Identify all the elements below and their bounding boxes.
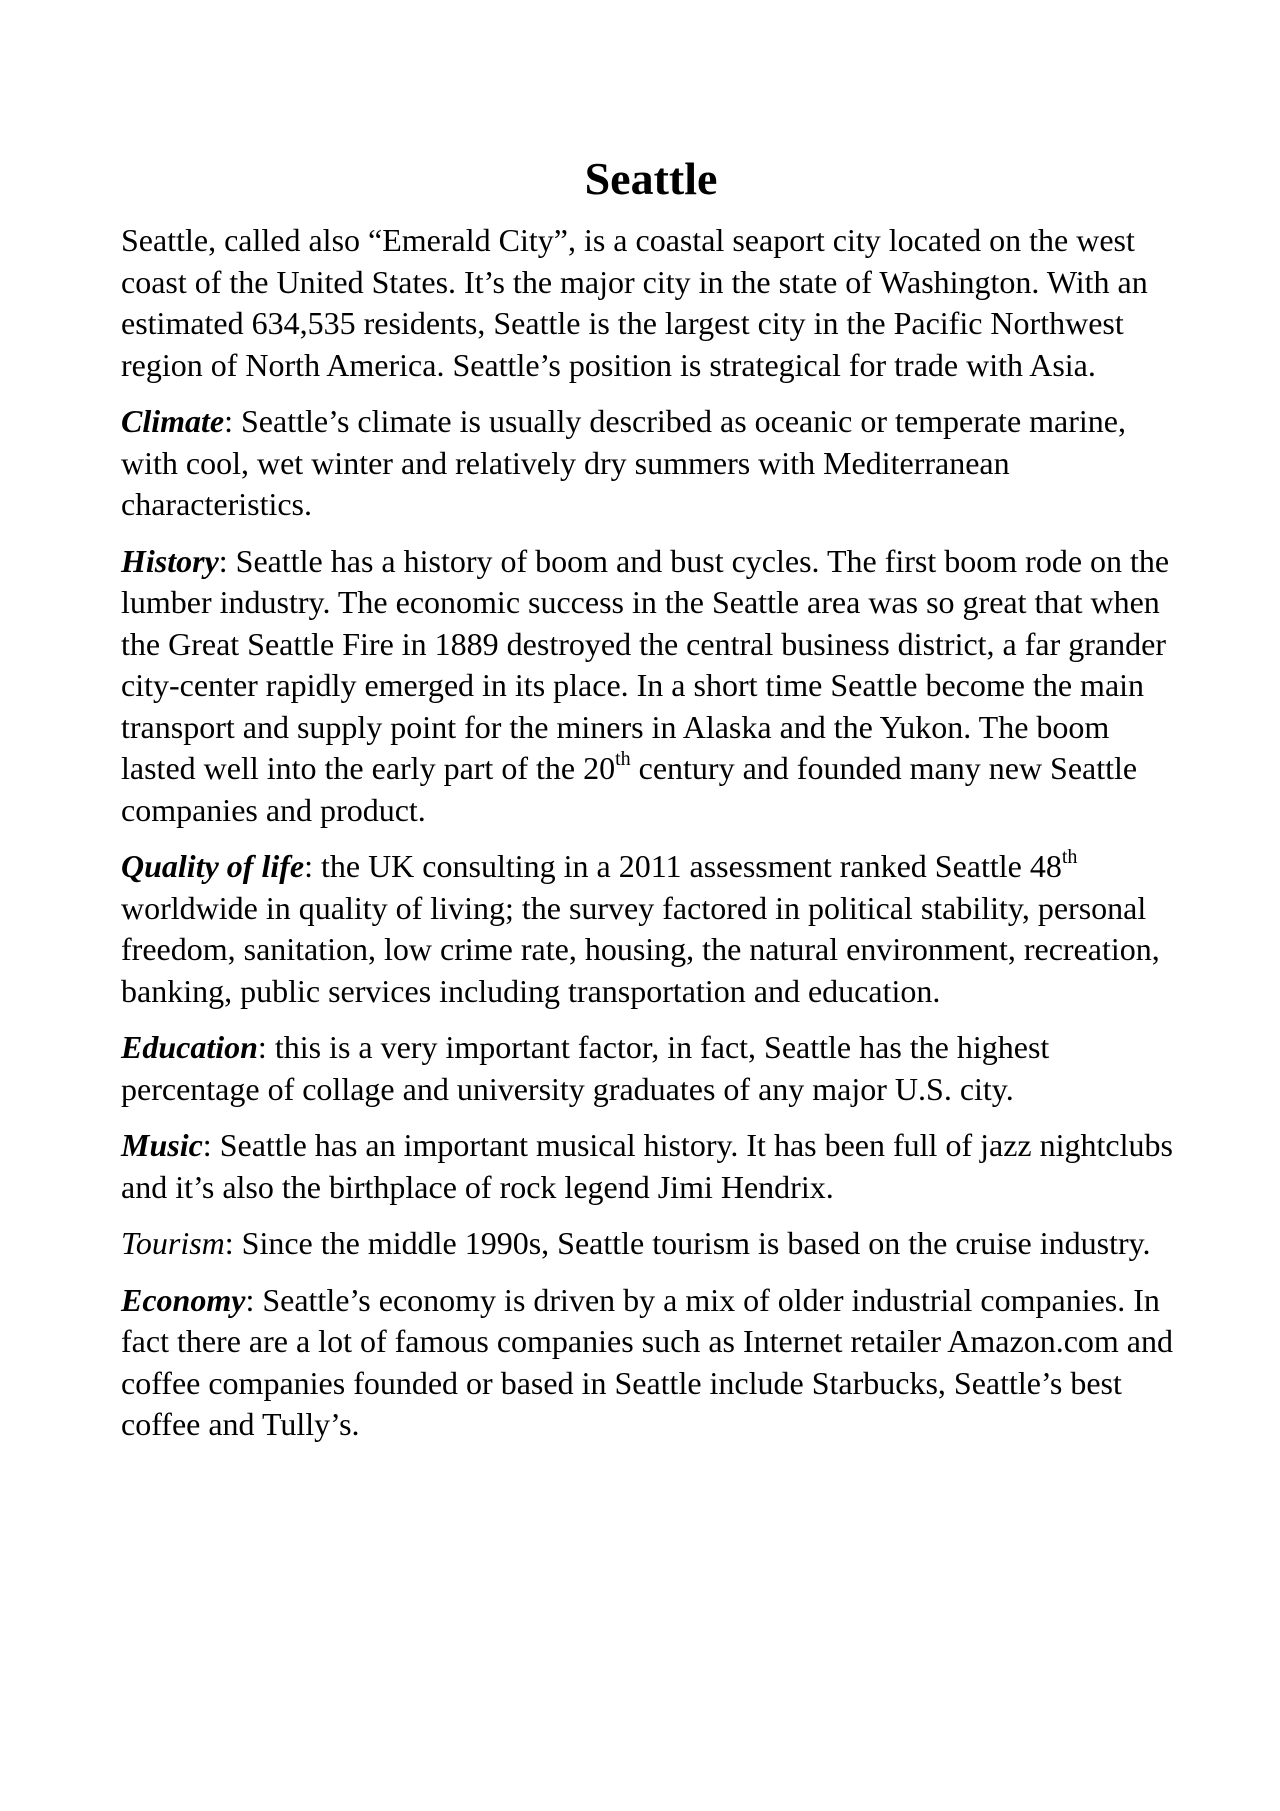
tourism-paragraph	[121, 1223, 1181, 1265]
document-page	[121, 150, 1181, 1461]
tourism-text: : Since the middle 1990s, Seattle tourism is based on the cruise industry.	[224, 1225, 1151, 1261]
climate-paragraph	[121, 401, 1181, 526]
tourism-heading: Tourism	[121, 1225, 225, 1261]
history-paragraph	[121, 541, 1181, 832]
history-superscript: th	[615, 748, 631, 770]
music-heading: Music	[121, 1127, 203, 1163]
page-title: Seattle	[584, 153, 718, 204]
music-text: : Seattle has an important musical history. It has been full of jazz nightclubs and it’s also the birthplace of rock legend Jimi Hendrix.	[121, 1127, 1173, 1205]
quality-paragraph	[121, 846, 1181, 1012]
economy-heading: Economy	[121, 1281, 246, 1318]
quality-heading: Quality of life	[121, 848, 305, 884]
history-text: : Seattle has a history of boom and bust cycles. The first boom rode on the lumber industry. The economic success in the Seattle area was so great that when the Great Seattle Fire in 1889 destroyed the central business district, a far grander city-center rapidly emerged in its place. In a short time Seattle become the main transport and supply point for the miners in Alaska and the Yukon. The boom lasted well into the early part of the 20	[121, 542, 1170, 786]
education-heading: Education	[121, 1029, 258, 1065]
intro-paragraph: Seattle, called also “Emerald City”, is a coastal seaport city located on the west coast of the United States. It’s the major city in the state of Washington. With an estimated 634,535 residents, Seattle is the largest city in the Pacific Northwest region of North America. Seattle’s position is strategical for trade with Asia.	[121, 222, 1148, 383]
climate-text: : Seattle’s climate is usually described as oceanic or temperate marine, with cool, wet winter and relatively dry summers with Mediterranean characteristics.	[121, 403, 1126, 522]
quality-text: : the UK consulting in a 2011 assessment ranked Seattle 48	[304, 848, 1062, 884]
quality-superscript: th	[1061, 846, 1078, 868]
economy-paragraph	[121, 1280, 1181, 1446]
history-heading: History	[121, 542, 219, 579]
climate-heading: Climate	[121, 403, 225, 439]
economy-text: : Seattle’s economy is driven by a mix of older industrial companies. In fact there are a lot of famous companies such as Internet retailer Amazon.com and coffee companies founded or based in Seattle include Starbucks, Seattle’s best coffee and Tully’s.	[121, 1281, 1173, 1442]
education-paragraph	[121, 1027, 1181, 1110]
education-text: : this is a very important factor, in fact, Seattle has the highest percentage of collage and university graduates of any major U.S. city.	[121, 1029, 1050, 1107]
music-paragraph	[121, 1125, 1181, 1208]
quality-text-end: worldwide in quality of living; the survey factored in political stability, personal freedom, sanitation, low crime rate, housing, the natural environment, recreation, banking, public services including transportation and education.	[121, 889, 1160, 1009]
history-text-end: century and founded many new Seattle companies and product.	[121, 750, 1138, 828]
